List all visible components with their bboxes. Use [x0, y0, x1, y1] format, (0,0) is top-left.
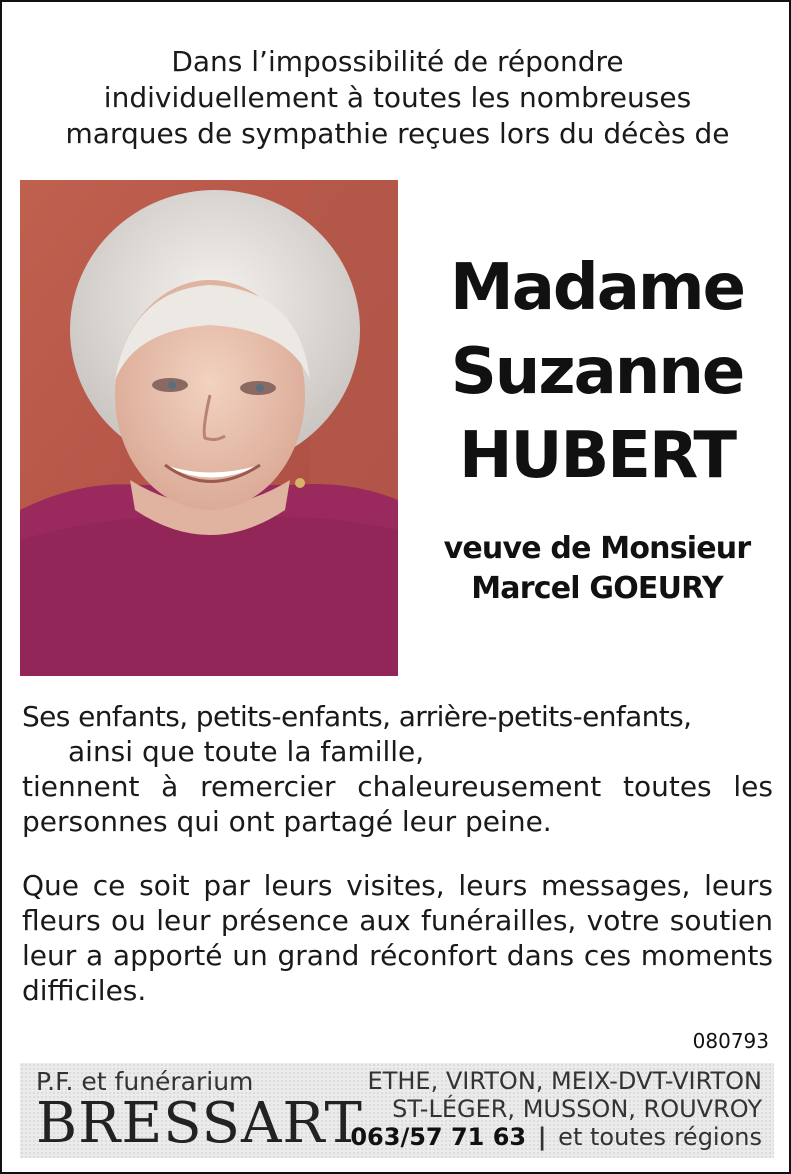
paragraph-line: Ses enfants, petits-enfants, arrière-petits-enfants, — [22, 700, 692, 733]
name-line: Madame — [450, 251, 744, 325]
separator: | — [537, 1123, 547, 1151]
widow-line: Marcel GOEURY — [471, 571, 723, 606]
address-line: ST-LÉGER, MUSSON, ROUVROY — [392, 1095, 762, 1123]
intro-line: individuellement à toutes les nombreuses — [103, 81, 692, 114]
funeral-home-subtitle: P.F. et funérarium — [36, 1067, 254, 1096]
paragraph-line: tiennent à remercier chaleureusement toutes les personnes qui ont partagé leur peine. — [22, 770, 773, 838]
portrait-photo — [20, 180, 398, 676]
phone-number: 063/57 71 63 — [350, 1123, 527, 1151]
portrait-illustration — [20, 180, 398, 676]
funeral-home-logo: BRESSART — [36, 1091, 363, 1156]
intro-text — [22, 44, 773, 152]
intro-line: marques de sympathie reçues lors du décès de — [65, 117, 730, 150]
widow-line: veuve de Monsieur — [443, 531, 751, 566]
regions-text: et toutes régions — [558, 1123, 762, 1151]
address-line: ETHE, VIRTON, MEIX-DVT-VIRTON — [367, 1067, 762, 1095]
intro-line: Dans l’impossibilité de répondre — [171, 45, 624, 78]
support-paragraph: Que ce soit par leurs visites, leurs messages, leurs fleurs ou leur présence aux funérailles, votre soutien leur a apporté un grand réconfort dans ces moments difficiles. — [22, 869, 773, 1007]
funeral-home-banner — [20, 1063, 774, 1158]
widow-of — [412, 529, 782, 609]
name-line: Suzanne — [450, 335, 744, 409]
thanks-paragraph — [22, 699, 773, 839]
name-line: HUBERT — [458, 419, 736, 493]
contact-line — [350, 1123, 762, 1151]
reference-number: 080793 — [692, 1029, 769, 1053]
paragraph-line: ainsi que toute la famille, — [68, 735, 425, 768]
deceased-name — [412, 246, 782, 498]
